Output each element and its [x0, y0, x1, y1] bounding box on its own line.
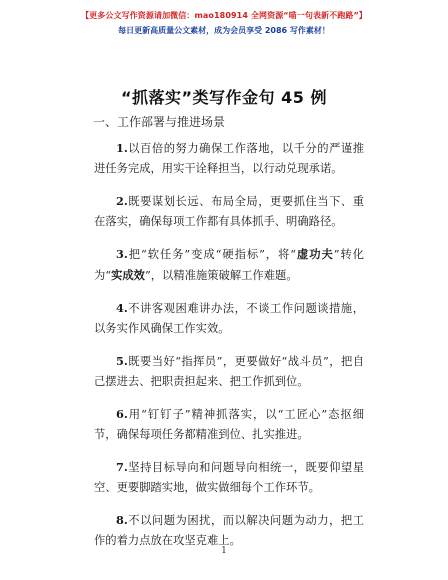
item-number: 2. [116, 194, 128, 208]
item-number: 4. [116, 301, 128, 315]
item-text: 用“钉钉子”精神抓落实，以“工匠心”态抠细节，确保每项任务都精准到位、扎实推进。 [94, 408, 364, 441]
item-text: 以百倍的努力确保工作落地，以千分的严谨推进任务完成，用实干诠释担当，以行动兑现承诺。 [94, 142, 364, 175]
list-item [94, 298, 364, 339]
list-item [94, 510, 364, 551]
item-text-prefix: 把“软任务”变成“硬指标”，将“ [127, 248, 297, 261]
promo-banner-line-1: 【更多公文写作资源请加微信：mao180914 全网资源“喵一句表新不跑路”】 [81, 11, 367, 20]
item-text: 坚持目标导向和问题导向相统一，既要仰望星空、更要脚踏实地，做实做细每个工作环节。 [94, 461, 364, 494]
item-number: 3. [116, 247, 128, 261]
section-heading: 一、工作部署与推进场景 [93, 115, 226, 129]
item-text: 不以问题为困扰，而以解决问题为动力，把工作的着力点放在攻坚克难上。 [94, 514, 364, 547]
list-item [94, 404, 364, 445]
item-text-suffix: ”，以精准施策破解工作难题。 [144, 269, 298, 282]
item-text: 既要当好“指挥员”，更要做好“战斗员”，把自己摆进去、把职责担起来、把工作抓到位。 [94, 355, 364, 388]
item-number: 6. [116, 407, 128, 421]
item-emphasis: 虚功夫 [296, 247, 334, 261]
item-emphasis: 实成效 [111, 268, 145, 282]
item-number: 5. [116, 354, 128, 368]
item-number: 7. [116, 460, 128, 474]
list-item [94, 457, 364, 498]
item-text: 不讲客观困难讲办法，不谈工作问题谈措施，以务实作风确保工作实效。 [94, 302, 364, 335]
item-text-middle: ”转化为“ [94, 248, 364, 282]
item-number: 1. [116, 141, 128, 155]
list-item [94, 138, 364, 179]
document-body [94, 138, 364, 563]
item-text: 既要谋划长远、布局全局，更要抓住当下、重在落实，确保每项工作都有具体抓手、明确路径。 [94, 195, 364, 228]
document-title: “抓落实”类写作金句 45 例 [121, 88, 327, 107]
page-number: 1 [221, 546, 227, 556]
item-number: 8. [116, 513, 128, 527]
list-item [94, 351, 364, 392]
promo-banner-line-2: 每日更新高质量公文素材，成为会员享受 2086 写作素材！ [118, 26, 330, 35]
list-item [94, 244, 364, 286]
list-item [94, 191, 364, 232]
